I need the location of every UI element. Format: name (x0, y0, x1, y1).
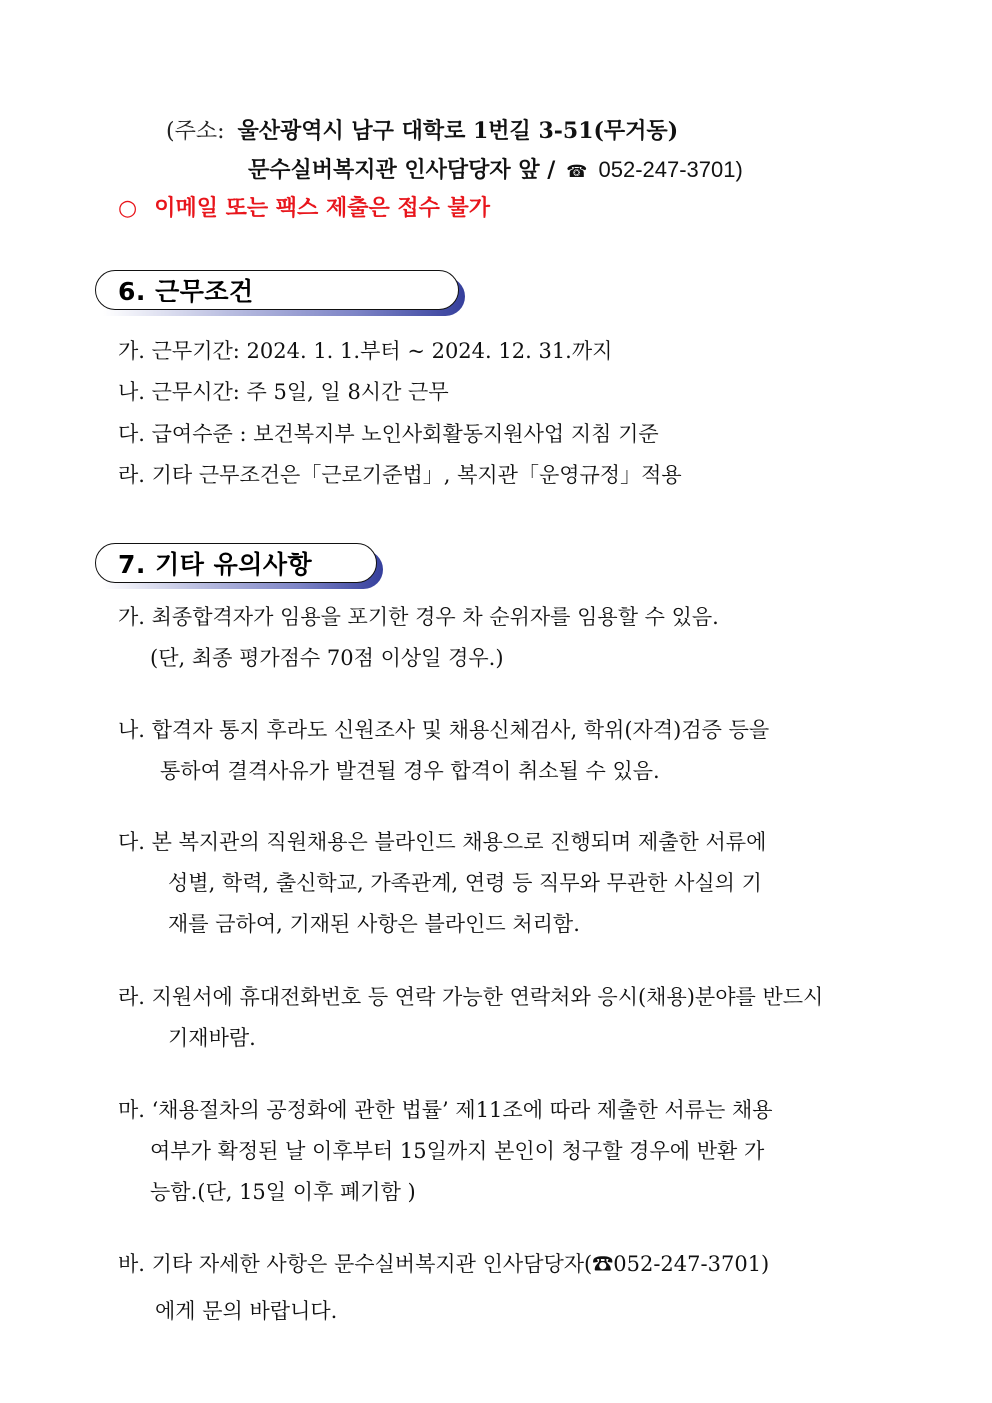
heading-box (95, 270, 459, 310)
section-6-heading (95, 270, 459, 310)
address-prefix: (주소: (166, 119, 225, 144)
notice-text: 이메일 또는 팩스 제출은 접수 불가 (154, 195, 491, 221)
notice-item-da-cont: 재를 금하여, 기재된 사항은 블라인드 처리함. (168, 912, 580, 936)
address-text: 울산광역시 남구 대학로 1번길 3-51(무거동) (237, 118, 679, 144)
section-6-item: 라. 기타 근무조건은「근로기준법」, 복지관「운영규정」적용 (118, 463, 682, 487)
section-6-item: 나. 근무시간: 주 5일, 일 8시간 근무 (118, 380, 449, 404)
section-7-heading (95, 543, 377, 583)
circle-bullet-icon: ○ (118, 196, 138, 221)
notice-item-ra: 라. 지원서에 휴대전화번호 등 연락 가능한 연락처와 응시(채용)분야를 반드시 (118, 985, 824, 1009)
notice-item-ga: 가. 최종합격자가 임용을 포기한 경우 차 순위자를 임용할 수 있음. (118, 605, 719, 629)
notice-item-ma: 마. ‘채용절차의 공정화에 관한 법률’ 제11조에 따라 제출한 서류는 채용 (118, 1098, 773, 1122)
section-7-title: 7. 기타 유의사항 (118, 550, 313, 579)
section-6-item: 다. 급여수준 : 보건복지부 노인사회활동지원사업 지침 기준 (118, 422, 659, 446)
section-6-title: 6. 근무조건 (118, 277, 254, 306)
phone-number: 052-247-3701) (598, 157, 743, 182)
notice-item-da-cont: 성별, 학력, 출신학교, 가족관계, 연령 등 직무와 무관한 사실의 기 (168, 871, 762, 895)
notice-item-ma-cont: 여부가 확정된 날 이후부터 15일까지 본인이 청구할 경우에 반환 가 (150, 1139, 765, 1163)
address-line-2 (248, 157, 743, 185)
notice-item-ba-cont: 에게 문의 바랍니다. (155, 1299, 338, 1323)
submission-notice (118, 195, 490, 222)
notice-item-ga-cont: (단, 최종 평가점수 70점 이상일 경우.) (150, 646, 504, 670)
address-line-1 (166, 118, 678, 145)
notice-item-ra-cont: 기재바람. (168, 1026, 256, 1050)
telephone-icon: ☎ (566, 162, 588, 182)
recipient-text: 문수실버복지관 인사담당자 앞 / (248, 157, 556, 183)
notice-item-na-cont: 통하여 결격사유가 발견될 경우 합격이 취소될 수 있음. (160, 759, 660, 783)
heading-box (95, 543, 377, 583)
notice-item-da: 다. 본 복지관의 직원채용은 블라인드 채용으로 진행되며 제출한 서류에 (118, 830, 767, 854)
section-6-item: 가. 근무기간: 2024. 1. 1.부터 ~ 2024. 12. 31.까지 (118, 339, 613, 363)
notice-item-na: 나. 합격자 통지 후라도 신원조사 및 채용신체검사, 학위(자격)검증 등을 (118, 718, 770, 742)
notice-item-ba: 바. 기타 자세한 사항은 문수실버복지관 인사담당자(☎052-247-3701) (118, 1252, 770, 1276)
notice-item-ma-cont: 능함.(단, 15일 이후 폐기함 ) (150, 1180, 416, 1204)
